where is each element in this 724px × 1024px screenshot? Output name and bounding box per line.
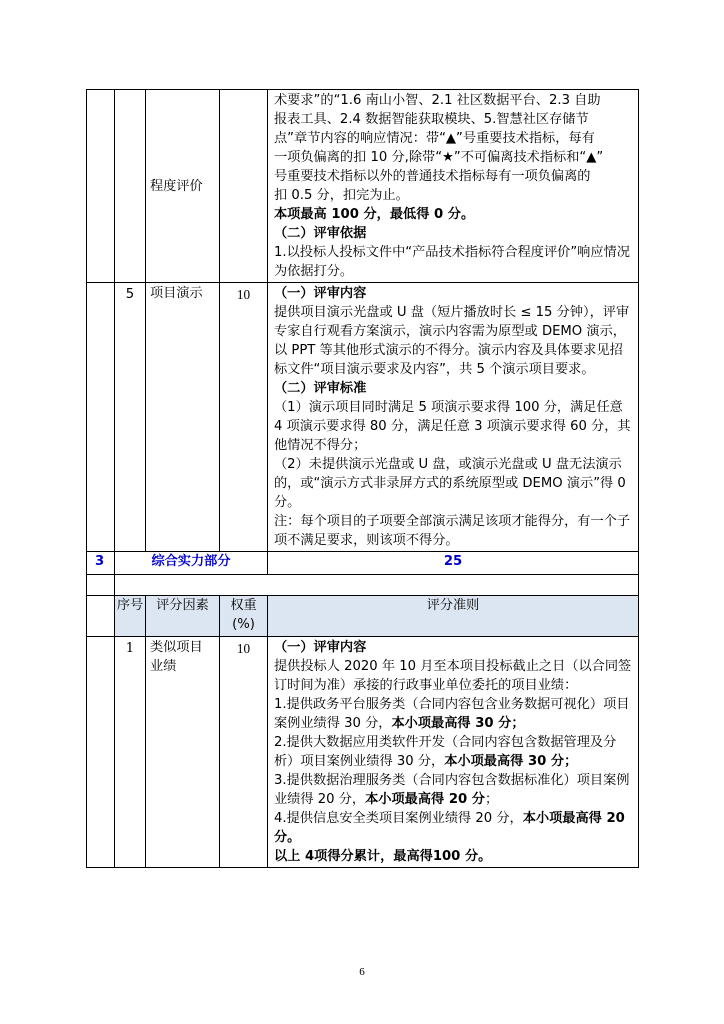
criteria-line: 号重要技术指标以外的普通技术指标每有一项负偏离的 bbox=[274, 169, 591, 184]
criteria-cell bbox=[268, 90, 639, 283]
standard-item-1: （1）演示项目同时满足 5 项演示要求得 100 分，满足任意 4 项演示要求得 80 分，满足任意 3 项演示要求得 60 分，其他情况不得分； bbox=[274, 400, 631, 453]
section-title: 综合实力部分 bbox=[115, 552, 268, 575]
review-content-heading: （一）评审内容 bbox=[274, 286, 367, 301]
criteria-line: 扣 0.5 分，扣完为止。 bbox=[274, 188, 409, 203]
total-line: 以上 4项得分累计，最高得100 分。 bbox=[274, 849, 492, 864]
note-text: 注：每个项目的子项要全部演示满足该项才能得分，有一个子项不满足要求，则该项不得分。 bbox=[274, 514, 631, 548]
table-row-similar-projects bbox=[87, 637, 639, 868]
basis-heading: （二）评审依据 bbox=[274, 226, 367, 241]
weight-cell: 10 bbox=[220, 283, 268, 552]
section-score: 25 bbox=[268, 552, 639, 575]
table-row-project-demo bbox=[87, 283, 639, 552]
scoring-table bbox=[86, 89, 639, 868]
criteria-cell bbox=[268, 637, 639, 868]
seq-cell: 5 bbox=[115, 283, 146, 552]
standard-item-2: （2）未提供演示光盘或 U 盘，或演示光盘或 U 盘无法演示的，或“演示方式非录屏方式的系统原型或 DEMO 演示”得 0 分。 bbox=[274, 457, 626, 510]
section-number: 3 bbox=[87, 552, 115, 575]
header-factor: 评分因素 bbox=[146, 596, 220, 637]
factor-cell: 类似项目业绩 bbox=[146, 637, 220, 868]
intro-text: 提供投标人 2020 年 10 月至本项目投标截止之日（以合同签订时间为准）承接的行政事业单位委托的项目业绩： bbox=[274, 659, 632, 693]
review-standard-heading: （二）评审标准 bbox=[274, 381, 367, 396]
factor-cell: 项目演示 bbox=[146, 283, 220, 552]
criteria-line: 报表工具、2.4 数据智能获取模块、5.智慧社区存储节 bbox=[274, 112, 589, 127]
table-row-continued bbox=[87, 90, 639, 283]
criteria-line: 一项负偏离的扣 10 分,除带“★”不可偏离技术指标和“▲” bbox=[274, 150, 604, 165]
page-number: 6 bbox=[359, 966, 365, 978]
review-content-heading: （一）评审内容 bbox=[274, 640, 367, 655]
criteria-line: 术要求”的“1.6 南山小智、2.1 社区数据平台、2.3 自助 bbox=[274, 93, 601, 108]
header-seq: 序号 bbox=[115, 596, 146, 637]
max-score-line: 本项最高 100 分，最低得 0 分。 bbox=[274, 207, 475, 222]
criteria-item-1: 1.提供政务平台服务类（合同内容包含业务数据可视化）项目案例业绩得 30 分，本小项最高得 30 分； bbox=[274, 697, 630, 731]
spacer-row bbox=[87, 575, 639, 596]
review-content-text: 提供项目演示光盘或 U 盘（短片播放时长 ≤ 15 分钟），评审专家自行观看方案演示，演示内容需为原型或 DEMO 演示，以 PPT 等其他形式演示的不得分。演示内容及具体要求见招标文件“项目演示要求及内容”，共 5 个演示项目要求。 bbox=[274, 305, 630, 377]
criteria-cell bbox=[268, 283, 639, 552]
column-header-row bbox=[87, 596, 639, 637]
criteria-item-3: 3.提供数据治理服务类（合同内容包含数据标准化）项目案例业绩得 20 分，本小项最高得 20 分； bbox=[274, 773, 630, 807]
criteria-item-2: 2.提供大数据应用类软件开发（合同内容包含数据管理及分析）项目案例业绩得 30 分，本小项最高得 30 分； bbox=[274, 735, 617, 769]
header-weight: 权重(%) bbox=[220, 596, 268, 637]
seq-cell: 1 bbox=[115, 637, 146, 868]
section-row bbox=[87, 552, 639, 575]
weight-cell: 10 bbox=[220, 637, 268, 868]
criteria-line: 点”章节内容的响应情况：带“▲”号重要技术指标，每有 bbox=[274, 131, 595, 146]
criteria-item-4: 4.提供信息安全类项目案例业绩得 20 分，本小项最高得 20 分。 bbox=[274, 811, 625, 845]
header-criteria: 评分准则 bbox=[268, 596, 639, 637]
basis-text: 1.以投标人投标文件中“产品技术指标符合程度评价”响应情况为依据打分。 bbox=[274, 245, 630, 279]
factor-cell: 程度评价 bbox=[146, 90, 220, 283]
